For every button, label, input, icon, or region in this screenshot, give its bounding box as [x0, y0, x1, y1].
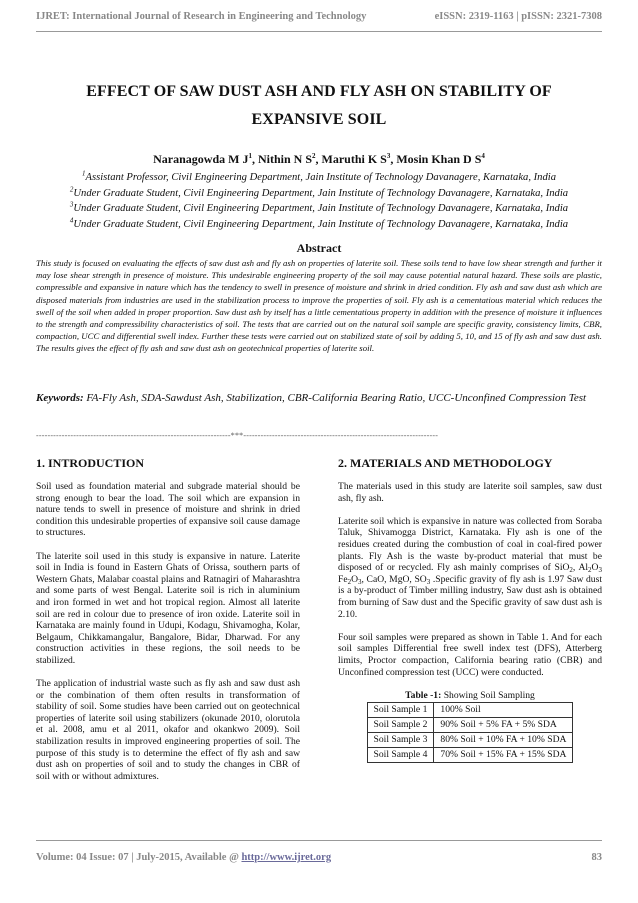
keywords: [36, 388, 602, 408]
intro-paragraph-2: The laterite soil used in this study is expansive in nature. Laterite soil in India is found in Eastern Ghats of Orissa, southern parts of Western Ghats, Malabar coastal plains and Ratnagiri of Maharashtra and some parts of west Bengal. Laterite soil is rich in aluminium and iron formed in wet and hot tropical region. Almost all laterite soil are red in colour due to presence of iron oxide. Laterite soil in Karnataka are mainly found in Udupi, Kodagu, Shivamogha, Kolar, Belgaum, Chikkamangalur, Bangalore, Bidar, Dharwad. For any construction activities in these regions, the soil needs to be stabilized.: [36, 550, 300, 666]
materials-paragraph-2: Laterite soil which is expansive in nature was collected from Soraba Taluk, Shivamogga District, Karnataka. Fly ash is one of the residues created during the combustion of coal in coal-fired power plants. Fly Ash is the waste by-product material that must be disposed of or recycled. Fly ash mainly comprises of SiO$_2$, $Al_2O_3$ $Fe_2O_3$, CaO, MgO, $SO_3$ .Specific gravity of fly ash is 1.97 Saw dust is a by-product of Timber milling industry, Saw dust ash is obtained from burning of Saw dust and the Specific gravity of saw dust ash is 2.10.: [338, 515, 603, 620]
intro-paragraph-3: The application of industrial waste such as fly ash and saw dust ash or the combination of them often results in transformation of stability of soil. Some studies have been carried out on geotechnical properties of laterite soil using stabilizers (okunade 2010, olorutola et al. 2008, amu et al 2011, okafor and okankwo 2009). Soil stabilization results in improved engineering properties of soil. The purpose of this study is to determine the effect of fly ash and saw dust ash on properties of soil and to study the changes in CBR of soil with or without admixtures.: [36, 678, 300, 782]
affiliations: [36, 170, 602, 232]
author-1: Naranagowda M J: [153, 152, 249, 166]
author-list: Naranagowda M $J^1$, Nithin N $S^2$, Maruthi K $S^3$, Mosin Khan D $S^4$: [153, 152, 485, 166]
table-row: Soil Sample 3 80% Soil + 10% FA + 10% SDA: [367, 733, 573, 748]
soil-sampling-table: [367, 702, 574, 763]
abstract-text: This study is focused on evaluating the effects of saw dust ash and fly ash on properties of laterite soil. These soils tend to have low shear strength and further it may lose shear strength in presence of moisture. This undesirable engineering property of the soil may cause potential natural hazard. These soils are plastic, compressible and expansive in nature which has the tendency to swell in presence of moisture and shrink in dried condition. Fly ash and saw dust ash which are disposed materials from industries are used in the stabilization process to improve the properties of soil. Fly ash is a cementatious material which reduces the swell of the soil when added in proper proportion. Saw dust ash by itself has a little cementatious property in addition with the presence of moisture it influences to the strength and compressibility characteristics of soil. The tests that are carried out on the natural soil sample are specific gravity, consistency limits, CBR, compaction, UCC and differential swell index. Further these tests were carried out on stabilized state of soil by adding 5, 10, and 15 of fly ash and saw dust ash. The results gives the effect of fly ash and saw dust ash on geotechnical properties of laterite soil.: [36, 258, 602, 354]
table-caption: Table -1: Showing Soil Sampling: [405, 689, 535, 701]
left-column: [36, 456, 300, 794]
keywords-text: FA-Fly Ash, SDA-Sawdust Ash, Stabilization, CBR-California Bearing Ratio, UCC-Unconfined Compression Test: [86, 392, 587, 404]
table-row: Soil Sample 4 70% Soil + 15% FA + 15% SDA: [367, 748, 573, 763]
table-row: Soil Sample 2 90% Soil + 5% FA + 5% SDA: [367, 718, 573, 733]
section-heading-materials: 2. MATERIALS AND METHODOLOGY: [338, 456, 553, 470]
abstract-heading: Abstract: [296, 241, 342, 255]
affiliation-4: $^4$Under Graduate Student, Civil Engineering Department, Jain Institute of Technology Davanagere, Karnataka, India: [69, 215, 569, 230]
issn-info: eISSN: 2319-1163 | pISSN: 2321-7308: [434, 11, 602, 22]
footer-rule: [36, 840, 602, 841]
page-number: 83: [591, 852, 602, 863]
journal-url-link[interactable]: http://www.ijret.org: [241, 852, 332, 863]
author-2: Nithin N S: [257, 152, 312, 166]
table-row: Soil Sample 1 100% Soil: [367, 703, 573, 718]
affiliation-1: $^1$Assistant Professor, Civil Engineering Department, Jain Institute of Technology Davanagere, Karnataka, India: [82, 169, 556, 183]
materials-paragraph-3: Four soil samples were prepared as shown in Table 1. And for each soil samples Differential free swell index test (DFS), Atterberg limits, Proctor compaction, California bearing ratio (CBR) and Unconfined compression test (UCC) were conducted.: [338, 631, 602, 678]
journal-name: IJRET: International Journal of Research in Engineering and Technology: [36, 11, 367, 22]
header-rule: [36, 31, 602, 32]
volume-info: Volume: 04 Issue: 07 | July-2015, Available @: [36, 852, 242, 863]
keywords-label: Keywords:: [36, 392, 84, 404]
page-header: [36, 11, 602, 25]
author-3: Maruthi K S: [321, 152, 387, 166]
author-4: Mosin Khan D S: [396, 152, 482, 166]
section-heading-introduction: 1. INTRODUCTION: [36, 456, 145, 470]
right-column: [338, 456, 602, 763]
materials-paragraph-1: The materials used in this study are laterite soil samples, saw dust ash, fly ash.: [338, 481, 602, 504]
page-footer: [36, 852, 602, 866]
section-separator: --------------------------------------------------------------------***--------------------------------------------------------------------: [36, 431, 439, 440]
affiliation-2: $^2$Under Graduate Student, Civil Engineering Department, Jain Institute of Technology Davanagere, Karnataka, India: [69, 184, 569, 199]
intro-paragraph-1: Soil used as foundation material and subgrade material should be strong enough to bear the load. The soil which are expansion in nature tends to swell in presence of moisture and shrink in dried condition this undesirable properties of expansive soil cause damage to structures.: [36, 481, 300, 539]
affiliation-3: $^3$Under Graduate Student, Civil Engineering Department, Jain Institute of Technology Davanagere, Karnataka, India: [69, 200, 569, 214]
paper-title: EFFECT OF SAW DUST ASH AND FLY ASH ON STABILITY OF EXPANSIVE SOIL: [86, 83, 552, 128]
